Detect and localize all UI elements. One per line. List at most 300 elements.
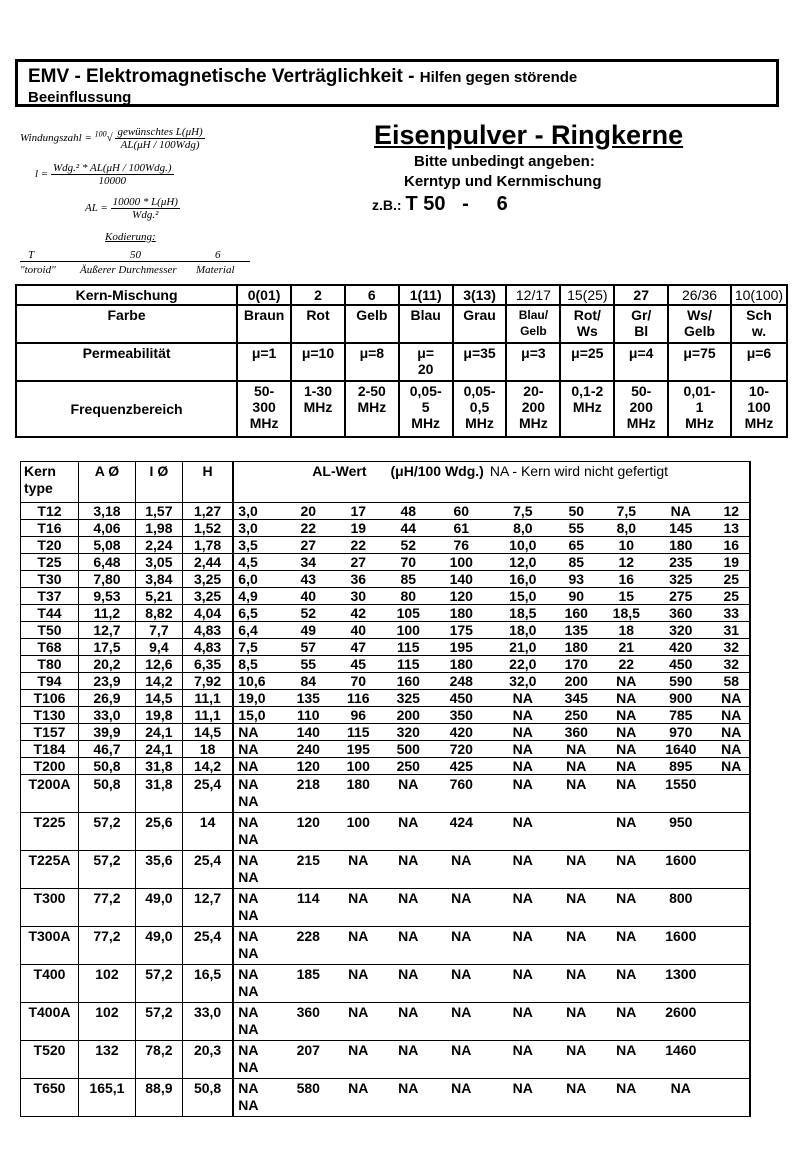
al-value: 84 bbox=[300, 673, 317, 689]
al-value: 895 bbox=[669, 758, 693, 774]
al-value: 15 bbox=[618, 588, 635, 604]
cell-type: T300 bbox=[21, 889, 79, 927]
al-value: 3,5 bbox=[238, 537, 258, 553]
al-value: 970 bbox=[669, 724, 693, 740]
mix-cell: 2 bbox=[291, 285, 345, 305]
al-value: 1600 bbox=[665, 852, 697, 868]
al-value: NA bbox=[616, 852, 637, 868]
cell-al-values bbox=[233, 503, 750, 520]
al-value: 140 bbox=[296, 724, 320, 740]
al-value: 2600 bbox=[665, 1004, 697, 1020]
al-value: 115 bbox=[347, 724, 370, 740]
al-value: 420 bbox=[669, 639, 693, 655]
al-value: 27 bbox=[350, 554, 367, 570]
mix-cell: μ=35 bbox=[453, 343, 507, 381]
al-value: NA bbox=[512, 1042, 533, 1058]
al-value: NA bbox=[348, 1042, 369, 1058]
al-value: NA bbox=[566, 1080, 587, 1096]
al-value: NA bbox=[616, 724, 637, 740]
al-value: 100 bbox=[396, 622, 420, 638]
code-50: 50 bbox=[130, 249, 141, 261]
cell-type: T44 bbox=[21, 605, 79, 622]
cell-type: T157 bbox=[21, 724, 79, 741]
cell-type: T37 bbox=[21, 588, 79, 605]
table-row bbox=[21, 588, 751, 605]
al-value: NA NA bbox=[238, 776, 259, 809]
header-kern: Kern type bbox=[21, 462, 79, 503]
cell-i: 14,5 bbox=[135, 690, 182, 707]
mix-cell: 0(01) bbox=[237, 285, 291, 305]
al-value: 15,0 bbox=[238, 707, 266, 723]
al-value: 240 bbox=[296, 741, 320, 757]
table-row bbox=[21, 1079, 751, 1117]
mix-cell: μ= 20 bbox=[399, 343, 453, 381]
cell-type: T184 bbox=[21, 741, 79, 758]
header-al-unit: (μH/100 Wdg.) bbox=[390, 463, 484, 479]
cell-type: T200A bbox=[21, 775, 79, 813]
al-value: 32,0 bbox=[509, 673, 537, 689]
al-value: NA bbox=[616, 928, 637, 944]
mix-cell: Ws/ Gelb bbox=[668, 305, 731, 343]
cell-al-values bbox=[233, 537, 750, 554]
cell-h: 1,52 bbox=[182, 520, 233, 537]
cell-h: 11,1 bbox=[182, 690, 233, 707]
cell-h: 2,44 bbox=[182, 554, 233, 571]
cell-a: 12,7 bbox=[78, 622, 135, 639]
mix-cell: 6 bbox=[345, 285, 399, 305]
al-value: 6,5 bbox=[238, 605, 258, 621]
al-value: 116 bbox=[347, 690, 370, 706]
al-value: NA bbox=[616, 890, 637, 906]
al-value: 345 bbox=[564, 690, 588, 706]
cell-i: 78,2 bbox=[135, 1041, 182, 1079]
mix-cell: Gelb bbox=[345, 305, 399, 343]
table-row bbox=[21, 889, 751, 927]
al-value: 195 bbox=[346, 741, 370, 757]
al-value: NA bbox=[566, 852, 587, 868]
al-value: NA bbox=[512, 1004, 533, 1020]
cell-type: T650 bbox=[21, 1079, 79, 1117]
al-value: NA bbox=[398, 852, 419, 868]
cell-h: 4,83 bbox=[182, 622, 233, 639]
al-value: NA bbox=[398, 814, 419, 830]
al-value: 760 bbox=[449, 776, 473, 792]
al-value: 4,5 bbox=[238, 554, 258, 570]
al-value: 180 bbox=[449, 605, 473, 621]
fraction bbox=[51, 162, 174, 187]
al-value: 8,0 bbox=[616, 520, 637, 536]
cell-a: 23,9 bbox=[78, 673, 135, 690]
al-value: 105 bbox=[396, 605, 420, 621]
al-value: NA bbox=[512, 776, 533, 792]
cell-i: 31,8 bbox=[135, 758, 182, 775]
cell-a: 7,80 bbox=[78, 571, 135, 588]
al-value: 17 bbox=[350, 503, 367, 519]
subtitle-line2: Kerntyp und Kernmischung bbox=[404, 173, 602, 190]
al-value: 200 bbox=[396, 707, 420, 723]
al-value: NA bbox=[616, 966, 637, 982]
al-value: 44 bbox=[400, 520, 417, 536]
cell-h: 1,78 bbox=[182, 537, 233, 554]
al-value: 6,0 bbox=[238, 571, 258, 587]
cell-a: 77,2 bbox=[78, 927, 135, 965]
mix-cell: μ=10 bbox=[291, 343, 345, 381]
al-value: NA bbox=[616, 776, 637, 792]
al-value: 22 bbox=[300, 520, 317, 536]
cell-type: T520 bbox=[21, 1041, 79, 1079]
cell-h: 20,3 bbox=[182, 1041, 233, 1079]
mix-cell: 50- 200 MHz bbox=[614, 381, 668, 437]
cell-a: 5,08 bbox=[78, 537, 135, 554]
cell-h: 1,27 bbox=[182, 503, 233, 520]
cell-type: T25 bbox=[21, 554, 79, 571]
al-value: 18,5 bbox=[509, 605, 537, 621]
al-value: 13 bbox=[723, 520, 740, 536]
mix-cell: Blau/ Gelb bbox=[506, 305, 560, 343]
al-value: NA bbox=[451, 1004, 472, 1020]
al-value: 200 bbox=[564, 673, 588, 689]
cell-h: 33,0 bbox=[182, 1003, 233, 1041]
al-value: NA NA bbox=[238, 928, 259, 961]
cell-al-values bbox=[233, 690, 750, 707]
cell-h: 18 bbox=[182, 741, 233, 758]
example bbox=[372, 193, 508, 216]
cell-h: 14,5 bbox=[182, 724, 233, 741]
al-value: 12 bbox=[618, 554, 635, 570]
table-row bbox=[21, 775, 751, 813]
mix-cell: 12/17 bbox=[506, 285, 560, 305]
fraction bbox=[111, 196, 180, 221]
cell-al-values bbox=[233, 1079, 750, 1117]
cell-a: 57,2 bbox=[78, 813, 135, 851]
al-value: 40 bbox=[350, 622, 367, 638]
cell-h: 4,83 bbox=[182, 639, 233, 656]
al-value: NA bbox=[238, 724, 259, 740]
cell-al-values bbox=[233, 813, 750, 851]
cell-a: 77,2 bbox=[78, 889, 135, 927]
code-outer: Äußerer Durchmesser bbox=[80, 264, 177, 276]
cell-h: 3,25 bbox=[182, 571, 233, 588]
mix-cell: 0,01- 1 MHz bbox=[668, 381, 731, 437]
mix-cell: μ=8 bbox=[345, 343, 399, 381]
al-value: 360 bbox=[564, 724, 588, 740]
al-value: NA bbox=[348, 890, 369, 906]
al-value: 40 bbox=[300, 588, 317, 604]
cell-a: 50,8 bbox=[78, 775, 135, 813]
al-value: NA bbox=[721, 707, 742, 723]
table-row bbox=[21, 537, 751, 554]
cell-type: T50 bbox=[21, 622, 79, 639]
header-h: H bbox=[182, 462, 233, 503]
al-value: 950 bbox=[669, 814, 693, 830]
cell-i: 1,98 bbox=[135, 520, 182, 537]
al-value: NA NA bbox=[238, 814, 259, 847]
al-value: NA NA bbox=[238, 890, 259, 923]
al-value: 7,5 bbox=[238, 639, 258, 655]
al-value: NA bbox=[512, 690, 533, 706]
fraction-numerator: 10000 * L(μH) bbox=[112, 196, 178, 208]
cell-type: T30 bbox=[21, 571, 79, 588]
mix-cell: Blau bbox=[399, 305, 453, 343]
cell-al-values bbox=[233, 1003, 750, 1041]
al-value: 100 bbox=[346, 758, 370, 774]
al-value: 90 bbox=[568, 588, 585, 604]
al-value: 120 bbox=[449, 588, 473, 604]
table-row bbox=[21, 571, 751, 588]
al-value: NA bbox=[616, 814, 637, 830]
table-row bbox=[21, 520, 751, 537]
cell-i: 31,8 bbox=[135, 775, 182, 813]
table-row bbox=[21, 851, 751, 889]
cell-i: 24,1 bbox=[135, 724, 182, 741]
cell-a: 102 bbox=[78, 965, 135, 1003]
al-value: NA bbox=[348, 966, 369, 982]
formula-label: Windungszahl = bbox=[20, 132, 92, 145]
al-value: 12,0 bbox=[509, 554, 537, 570]
cell-al-values bbox=[233, 707, 750, 724]
formula-block bbox=[20, 118, 350, 280]
cell-a: 6,48 bbox=[78, 554, 135, 571]
cell-al-values bbox=[233, 588, 750, 605]
al-value: 1460 bbox=[665, 1042, 697, 1058]
table-row bbox=[21, 639, 751, 656]
cell-i: 3,84 bbox=[135, 571, 182, 588]
code-line bbox=[20, 261, 250, 262]
al-value: NA NA bbox=[238, 1004, 259, 1037]
formula-l bbox=[35, 162, 174, 187]
formula-windungszahl bbox=[20, 126, 205, 151]
header-al-note: NA - Kern wird nicht gefertigt bbox=[489, 463, 669, 479]
al-value: 10 bbox=[618, 537, 635, 553]
cell-i: 5,21 bbox=[135, 588, 182, 605]
kodierung-label: Kodierung: bbox=[105, 231, 156, 243]
formula-label: l = bbox=[35, 168, 49, 181]
cell-al-values bbox=[233, 851, 750, 889]
al-value: 48 bbox=[400, 503, 417, 519]
al-value: 33 bbox=[723, 605, 740, 621]
al-value: NA bbox=[512, 758, 533, 774]
cell-a: 9,53 bbox=[78, 588, 135, 605]
fraction bbox=[115, 126, 204, 151]
cell-i: 14,2 bbox=[135, 673, 182, 690]
al-value: NA NA bbox=[238, 966, 259, 999]
cell-type: T130 bbox=[21, 707, 79, 724]
cell-type: T400 bbox=[21, 965, 79, 1003]
cell-al-values bbox=[233, 554, 750, 571]
al-value: 235 bbox=[669, 554, 693, 570]
al-value: 52 bbox=[300, 605, 317, 621]
al-value: NA bbox=[512, 741, 533, 757]
al-value: 590 bbox=[669, 673, 693, 689]
al-value: 120 bbox=[296, 814, 320, 830]
al-value: 19 bbox=[350, 520, 367, 536]
cell-type: T300A bbox=[21, 927, 79, 965]
al-value: 325 bbox=[669, 571, 693, 587]
cell-h: 14 bbox=[182, 813, 233, 851]
al-value: NA bbox=[512, 707, 533, 723]
cell-type: T225 bbox=[21, 813, 79, 851]
mix-cell: μ=25 bbox=[560, 343, 614, 381]
al-value: 350 bbox=[449, 707, 473, 723]
mix-row-label: Permeabilität bbox=[16, 343, 237, 381]
header-title-main: EMV - Elektromagnetische Verträglichkeit - bbox=[28, 66, 415, 87]
al-value: 55 bbox=[300, 656, 317, 672]
al-value: 25 bbox=[723, 588, 740, 604]
cell-type: T80 bbox=[21, 656, 79, 673]
cell-i: 19,8 bbox=[135, 707, 182, 724]
al-value: 170 bbox=[564, 656, 588, 672]
al-value: 32 bbox=[723, 656, 740, 672]
mix-row bbox=[16, 343, 787, 381]
cell-h: 12,7 bbox=[182, 889, 233, 927]
al-value: 47 bbox=[350, 639, 367, 655]
al-value: 22 bbox=[350, 537, 367, 553]
cell-h: 14,2 bbox=[182, 758, 233, 775]
mix-cell: 1-30 MHz bbox=[291, 381, 345, 437]
cell-al-values bbox=[233, 965, 750, 1003]
al-value: 43 bbox=[300, 571, 317, 587]
al-value: 85 bbox=[400, 571, 417, 587]
cell-al-values bbox=[233, 758, 750, 775]
table-row bbox=[21, 554, 751, 571]
formula-label: AL = bbox=[85, 202, 108, 215]
cell-al-values bbox=[233, 622, 750, 639]
al-value: 8,0 bbox=[513, 520, 533, 536]
al-value: NA bbox=[238, 741, 259, 757]
al-value: NA bbox=[721, 724, 742, 740]
table-row bbox=[21, 605, 751, 622]
cell-a: 165,1 bbox=[78, 1079, 135, 1117]
fraction-denominator: Wdg.² bbox=[132, 209, 159, 221]
cell-al-values bbox=[233, 605, 750, 622]
al-value: NA bbox=[566, 741, 587, 757]
mix-cell: Sch w. bbox=[731, 305, 787, 343]
al-value: NA bbox=[451, 890, 472, 906]
mix-row-label: Frequenzbereich bbox=[16, 381, 237, 437]
al-value: 450 bbox=[449, 690, 473, 706]
al-value: 135 bbox=[564, 622, 588, 638]
al-value: 325 bbox=[396, 690, 420, 706]
cell-h: 6,35 bbox=[182, 656, 233, 673]
fraction-numerator: Wdg.² * AL(μH / 100Wdg.) bbox=[52, 162, 172, 174]
al-value: 180 bbox=[449, 656, 473, 672]
al-value: NA bbox=[348, 1080, 369, 1096]
al-value: 180 bbox=[346, 776, 370, 792]
al-value: NA bbox=[670, 1080, 691, 1096]
header-title bbox=[28, 66, 577, 88]
table-row bbox=[21, 673, 751, 690]
cell-a: 102 bbox=[78, 1003, 135, 1041]
mix-cell: μ=6 bbox=[731, 343, 787, 381]
al-value: 21 bbox=[618, 639, 635, 655]
al-value: 7,5 bbox=[513, 503, 533, 519]
cell-type: T68 bbox=[21, 639, 79, 656]
cell-a: 50,8 bbox=[78, 758, 135, 775]
al-value: 250 bbox=[396, 758, 420, 774]
cell-al-values bbox=[233, 656, 750, 673]
al-value: NA bbox=[566, 1042, 587, 1058]
al-value: NA bbox=[451, 852, 472, 868]
al-value: 275 bbox=[669, 588, 693, 604]
al-value: NA NA bbox=[238, 852, 259, 885]
mix-cell: 2-50 MHz bbox=[345, 381, 399, 437]
fraction-denominator: AL(μH / 100Wdg) bbox=[120, 139, 200, 151]
table-row bbox=[21, 1003, 751, 1041]
cell-type: T200 bbox=[21, 758, 79, 775]
al-value: 120 bbox=[296, 758, 320, 774]
cell-i: 25,6 bbox=[135, 813, 182, 851]
code-toroid: "toroid" bbox=[20, 264, 56, 276]
al-value: 115 bbox=[397, 639, 420, 655]
al-value: 3,0 bbox=[238, 503, 258, 519]
table-row bbox=[21, 690, 751, 707]
al-value: 61 bbox=[453, 520, 470, 536]
cell-i: 88,9 bbox=[135, 1079, 182, 1117]
mix-cell: 50- 300 MHz bbox=[237, 381, 291, 437]
al-value: 60 bbox=[453, 503, 470, 519]
mix-cell: 20- 200 MHz bbox=[506, 381, 560, 437]
al-value: NA bbox=[721, 690, 742, 706]
al-value: 450 bbox=[669, 656, 693, 672]
al-value: 34 bbox=[300, 554, 317, 570]
cell-h: 3,25 bbox=[182, 588, 233, 605]
al-value: NA bbox=[616, 758, 637, 774]
al-value: 16 bbox=[723, 537, 740, 553]
al-value: 18,0 bbox=[509, 622, 537, 638]
cell-a: 20,2 bbox=[78, 656, 135, 673]
cell-al-values bbox=[233, 639, 750, 656]
mix-table bbox=[15, 284, 788, 438]
al-value: 96 bbox=[350, 707, 367, 723]
mix-cell: μ=1 bbox=[237, 343, 291, 381]
cell-a: 39,9 bbox=[78, 724, 135, 741]
cell-h: 25,4 bbox=[182, 851, 233, 889]
al-value: 22 bbox=[618, 656, 635, 672]
al-value: NA bbox=[348, 928, 369, 944]
core-table bbox=[20, 461, 751, 1117]
al-value: 785 bbox=[669, 707, 693, 723]
cell-al-values bbox=[233, 1041, 750, 1079]
al-value: 18 bbox=[618, 622, 635, 638]
al-value: 250 bbox=[564, 707, 588, 723]
al-value: NA bbox=[512, 928, 533, 944]
cell-i: 7,7 bbox=[135, 622, 182, 639]
fraction-denominator: 10000 bbox=[98, 175, 127, 187]
cell-al-values bbox=[233, 724, 750, 741]
al-value: NA bbox=[512, 852, 533, 868]
al-value: 8,5 bbox=[238, 656, 258, 672]
al-value: 180 bbox=[564, 639, 588, 655]
al-value: 85 bbox=[568, 554, 585, 570]
al-value: 1300 bbox=[665, 966, 697, 982]
sqrt-icon: √ bbox=[106, 132, 113, 145]
al-value: 19 bbox=[723, 554, 740, 570]
cell-i: 8,82 bbox=[135, 605, 182, 622]
cell-al-values bbox=[233, 927, 750, 965]
cell-i: 57,2 bbox=[135, 965, 182, 1003]
al-value: 4,9 bbox=[238, 588, 258, 604]
cell-i: 24,1 bbox=[135, 741, 182, 758]
table-row bbox=[21, 1041, 751, 1079]
core-header-row bbox=[21, 462, 751, 503]
al-value: 30 bbox=[350, 588, 367, 604]
al-value: 360 bbox=[296, 1004, 320, 1020]
al-value: 32 bbox=[723, 639, 740, 655]
al-value: 145 bbox=[669, 520, 693, 536]
al-value: NA bbox=[398, 890, 419, 906]
al-value: 6,4 bbox=[238, 622, 258, 638]
al-value: 31 bbox=[723, 622, 740, 638]
